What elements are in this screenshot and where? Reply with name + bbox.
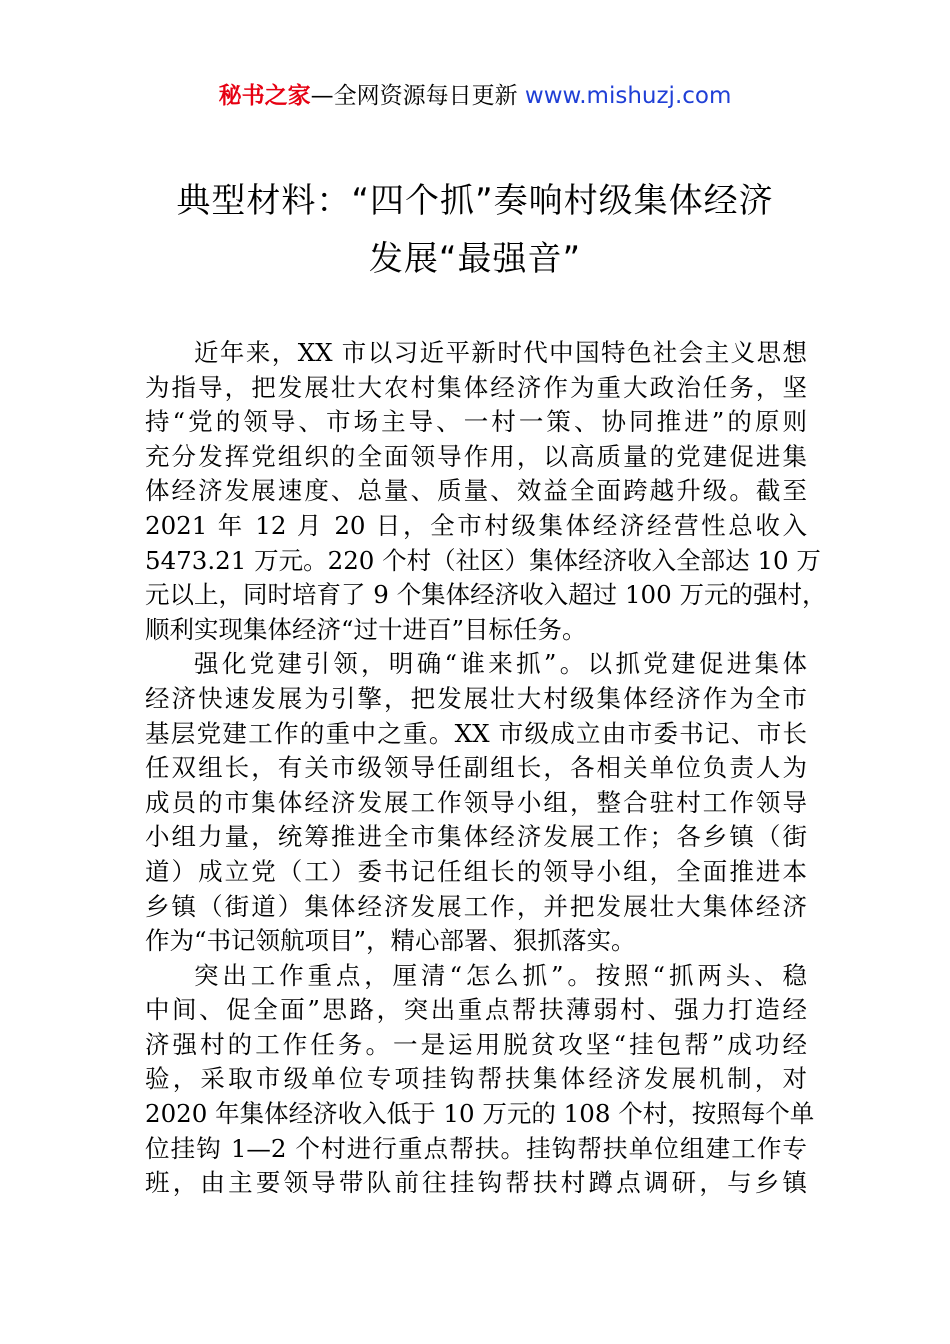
text-line: 2021 年 12 月 20 日，全市村级集体经济经营性总收入 — [145, 510, 807, 540]
paragraph-work-focus — [145, 959, 815, 1201]
document-body — [145, 336, 827, 1201]
title-line: 典型材料：“四个抓”奏响村级集体经济 — [176, 181, 774, 221]
text-line: 近年来，XX 市以习近平新时代中国特色社会主义思想 — [194, 338, 807, 367]
text-line: 乡镇（街道）集体经济发展工作，并把发展壮大集体经济 — [145, 891, 807, 921]
text-line: 班，由主要领导带队前往挂钩帮扶村蹲点调研，与乡镇 — [145, 1168, 807, 1198]
text-line: 成员的市集体经济发展工作领导小组，整合驻村工作领导 — [145, 787, 807, 817]
text-line: 济强村的工作任务。一是运用脱贫攻坚“挂包帮”成功经 — [145, 1029, 807, 1059]
text-line: 为指导，把发展壮大农村集体经济作为重大政治任务，坚 — [145, 372, 807, 402]
site-tagline: —全网资源每日更新 — [310, 83, 518, 109]
text-line: 突出工作重点，厘清“怎么抓”。按照“抓两头、稳 — [194, 960, 807, 990]
text-line: 充分发挥党组织的全面领导作用，以高质量的党建促进集 — [145, 441, 807, 471]
text-line: 道）成立党（工）委书记任组长的领导小组，全面推进本 — [145, 856, 807, 886]
paragraph-party-leadership — [145, 647, 807, 958]
document-title — [145, 172, 805, 288]
text-line: 顺利实现集体经济“过十进百”目标任务。 — [145, 614, 587, 644]
text-line: 元以上，同时培育了 9 个集体经济收入超过 100 万元的强村， — [145, 580, 827, 610]
text-line: 2020 年集体经济收入低于 10 万元的 108 个村，按照每个单 — [145, 1099, 815, 1129]
site-header — [0, 80, 950, 112]
text-line: 持“党的领导、市场主导、一村一策、协同推进”的原则 — [145, 407, 807, 437]
text-line: 中间、促全面”思路，突出重点帮扶薄弱村、强力打造经 — [145, 995, 807, 1025]
text-line: 验，采取市级单位专项挂钩帮扶集体经济发展机制，对 — [145, 1064, 807, 1094]
text-line: 任双组长，有关市级领导任副组长，各相关单位负责人为 — [145, 753, 807, 783]
site-brand: 秘书之家 — [218, 83, 311, 109]
text-line: 强化党建引领，明确“谁来抓”。以抓党建促进集体 — [194, 649, 807, 679]
text-line: 小组力量，统筹推进全市集体经济发展工作；各乡镇（街 — [145, 822, 807, 852]
text-line: 基层党建工作的重中之重。XX 市级成立由市委书记、市长 — [145, 718, 807, 748]
site-url-link[interactable]: www.mishuzj.com — [524, 83, 732, 109]
text-line: 体经济发展速度、总量、质量、效益全面跨越升级。截至 — [145, 476, 807, 506]
text-line: 位挂钩 1—2 个村进行重点帮扶。挂钩帮扶单位组建工作专 — [145, 1133, 807, 1163]
paragraph-intro — [145, 336, 827, 647]
text-line: 作为“书记领航项目”，精心部署、狠抓落实。 — [145, 926, 636, 956]
text-line: 经济快速发展为引擎，把发展壮大村级集体经济作为全市 — [145, 683, 807, 713]
text-line: 5473.21 万元。220 个村（社区）集体经济收入全部达 10 万 — [145, 545, 821, 575]
title-line: 发展“最强音” — [368, 239, 582, 279]
